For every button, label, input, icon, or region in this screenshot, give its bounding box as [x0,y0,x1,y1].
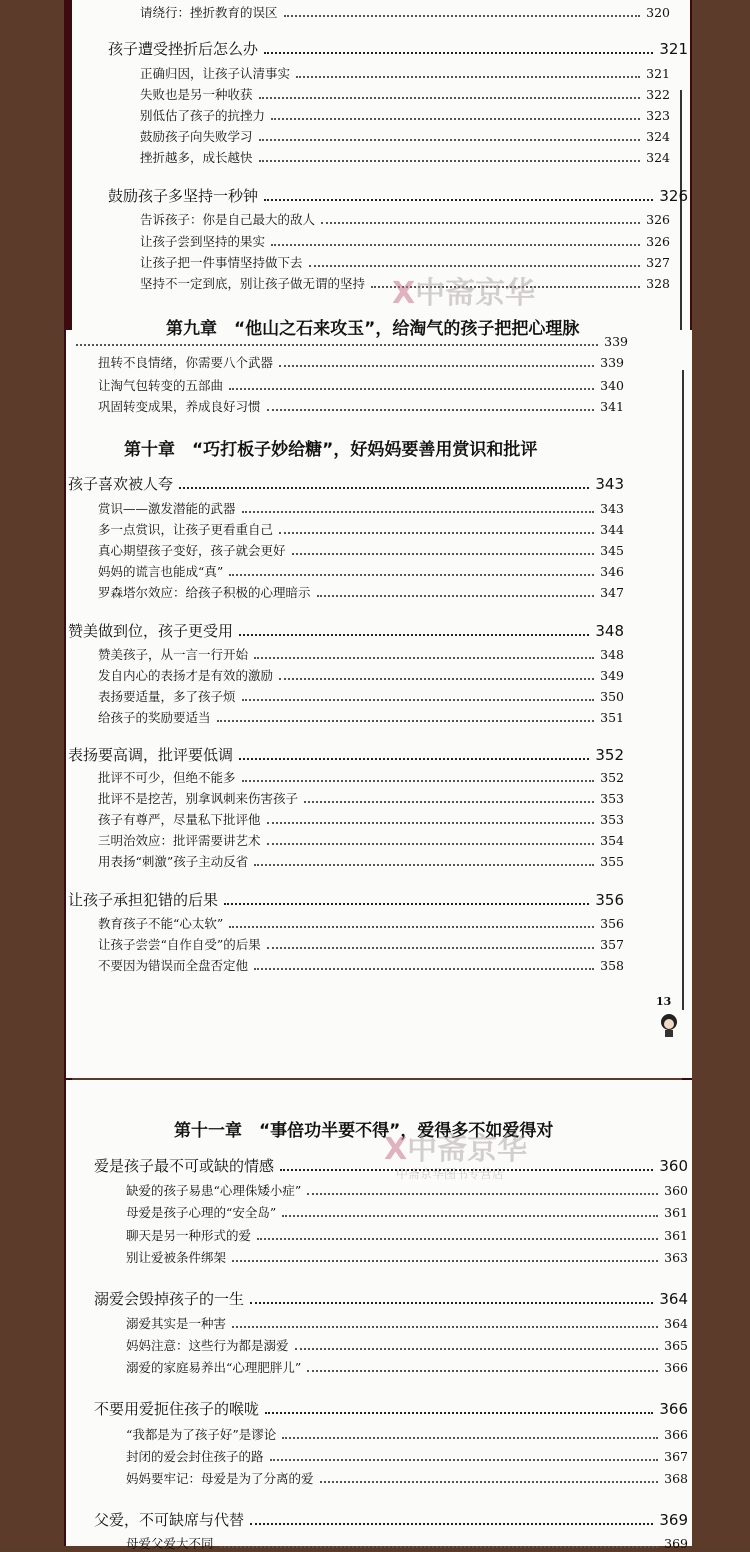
toc-item[interactable]: 发自内心的表扬才是有效的激励 349 [98,668,624,683]
toc-item[interactable]: 真心期望孩子变好，孩子就会更好 345 [98,543,624,558]
toc-section[interactable]: 父爱，不可缺席与代替 369 [94,1511,688,1529]
toc-item[interactable]: 聊天是另一种形式的爱 361 [126,1228,688,1243]
toc-section[interactable]: 溺爱会毁掉孩子的一生 364 [94,1290,688,1308]
watermark-store: 中斋京华图书专营店 [396,1167,505,1181]
toc-item[interactable]: 挫折越多，成长越快 324 [140,150,670,165]
toc-item[interactable]: 溺爱其实是一种害 364 [126,1316,688,1331]
toc-item[interactable]: 罗森塔尔效应：给孩子积极的心理暗示 347 [98,585,624,600]
toc-item[interactable]: 多一点赏识，让孩子更看重自己 344 [98,522,624,537]
watermark-logo: X中斋京华 [384,1132,528,1167]
chapter-10-title: 第十章 “巧打板子妙给糖”，好妈妈要善用赏识和批评 [124,440,538,460]
toc-item[interactable]: 用表扬“刺激”孩子主动反省 355 [98,854,624,869]
toc-item[interactable]: 坚持不一定到底，别让孩子做无谓的坚持 328 [140,276,670,291]
page-edge-line [680,90,682,330]
toc-item[interactable]: 批评不可少，但绝不能多 352 [98,770,624,785]
toc-item[interactable]: 让孩子把一件事情坚持做下去 327 [140,255,670,270]
toc-item[interactable]: 别让爱被条件绑架 363 [126,1250,688,1265]
toc-item[interactable]: 缺爱的孩子易患“心理侏矮小症” 360 [126,1183,688,1198]
toc-item[interactable]: 让孩子尝到坚持的果实 326 [140,234,670,249]
toc-section[interactable]: 鼓励孩子多坚持一秒钟 326 [108,187,688,205]
toc-item[interactable]: 让淘气包转变的五部曲 340 [98,378,624,393]
watermark-x-icon: X [392,276,416,311]
toc-item[interactable]: 母爱是孩子心理的“安全岛” 361 [126,1205,688,1220]
toc-section[interactable]: 表扬要高调，批评要低调 352 [68,746,624,764]
toc-item[interactable]: 溺爱的家庭易养出“心理肥胖儿” 366 [126,1360,688,1375]
toc-item[interactable]: 妈妈要牢记：母爱是为了分离的爱 368 [126,1471,688,1486]
toc-item[interactable]: 不要因为错误而全盘否定他 358 [98,958,624,973]
toc-item[interactable]: 失败也是另一种收获 322 [140,87,670,102]
chapter-11-title: 第十一章 “事倍功半要不得”，爱得多不如爱得对 [174,1121,554,1141]
toc-item[interactable]: 妈妈的谎言也能成“真” 346 [98,564,624,579]
toc-item[interactable]: 告诉孩子：你是自己最大的敌人 326 [140,212,670,227]
toc-item[interactable]: 孩子有尊严，尽量私下批评他 353 [98,812,624,827]
toc-section[interactable]: 不要用爱扼住孩子的喉咙 366 [94,1400,688,1418]
toc-section[interactable]: 孩子遭受挫折后怎么办 321 [108,40,688,58]
toc-item[interactable]: 三明治效应：批评需要讲艺术 354 [98,833,624,848]
toc-item[interactable]: 妈妈注意：这些行为都是溺爱 365 [126,1338,688,1353]
toc-item[interactable]: 扭转不良情绪，你需要八个武器 339 [98,355,624,370]
toc-section[interactable]: 爱是孩子最不可或缺的情感 360 [94,1157,688,1175]
toc-item[interactable]: 正确归因，让孩子认清事实 321 [140,66,670,81]
chapter-9-title: 第九章 “他山之石来攻玉”，给淘气的孩子把把心理脉 [166,319,580,339]
watermark-x-icon: X [384,1132,408,1167]
toc-section[interactable]: 赞美做到位，孩子更受用 348 [68,622,624,640]
toc-page-3 [66,1080,692,1551]
toc-item[interactable]: 赞美孩子，从一言一行开始 348 [98,647,624,662]
page-edge-line [682,370,684,1010]
toc-page-2 [66,319,692,1078]
toc-item[interactable]: 教育孩子不能“心太软” 356 [98,916,624,931]
toc-section[interactable]: 孩子喜欢被人夸 343 [68,475,624,493]
toc-item[interactable]: “我都是为了孩子好”是谬论 366 [126,1427,688,1442]
toc-item[interactable]: 封闭的爱会封住孩子的路 367 [126,1449,688,1464]
page-number: 13 [656,995,672,1008]
toc-item[interactable]: 赏识——激发潜能的武器 343 [98,501,624,516]
toc-item[interactable]: 给孩子的奖励要适当 351 [98,710,624,725]
toc-item[interactable]: 巩固转变成果，养成良好习惯 341 [98,399,624,414]
toc-item[interactable]: 母爱父爱大不同 369 [126,1536,688,1551]
toc-item[interactable]: 请绕行：挫折教育的误区 320 [140,5,670,20]
cartoon-kid-icon [656,1012,682,1038]
toc-item[interactable]: 让孩子尝尝“自作自受”的后果 357 [98,937,624,952]
toc-section[interactable]: 让孩子承担犯错的后果 356 [68,891,624,909]
toc-item[interactable]: 别低估了孩子的抗挫力 323 [140,108,670,123]
toc-page-1 [72,0,690,330]
toc-item[interactable]: 鼓励孩子向失败学习 324 [140,129,670,144]
toc-item[interactable]: 批评不是挖苦，别拿讽刺来伤害孩子 353 [98,791,624,806]
left-frame [0,0,64,1546]
toc-item[interactable]: 表扬要适量，多了孩子烦 350 [98,689,624,704]
right-frame [692,0,750,1546]
watermark-logo: X中斋京华 [392,276,536,311]
toc-item-partial[interactable]: 339 [70,334,628,350]
